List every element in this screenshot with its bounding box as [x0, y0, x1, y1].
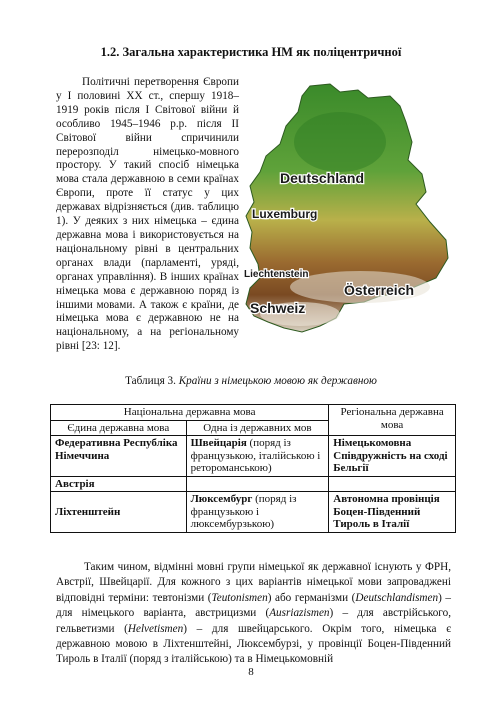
german-speaking-countries-map — [240, 82, 450, 372]
switzerland-note: (поряд із французькою, італійською і ретороманською) — [190, 437, 321, 474]
map-label-deutschland: Deutschland — [280, 170, 365, 186]
header-national: Національна державна мова — [51, 405, 329, 421]
outro-text: ) або германізми ( — [267, 591, 356, 604]
luxembourg-name: Люксембург — [190, 493, 253, 505]
outro-text: ) – для німецького варіанта, австрицизми ( — [56, 591, 451, 620]
page-number: 8 — [248, 666, 254, 678]
cell-austria: Австрія — [51, 476, 187, 492]
table-row — [51, 492, 456, 533]
table-row — [51, 436, 456, 477]
outro-text: ) – для австрійського, гельветизми ( — [56, 607, 451, 635]
relief-map-graphic — [240, 82, 450, 372]
outro-paragraph — [56, 560, 451, 668]
term-teutonismen: Teutonismen — [211, 591, 268, 604]
outro-text: ) – для швейцарського. Окрім того, німецька є державною мовою в Ліхтенштейні, Люксембурзі, у провінції Боцен-Південний Тироль в Італії (поряд з італійською) та в Німецькомовній — [56, 622, 451, 666]
map-label-luxemburg: Luxemburg — [252, 207, 318, 221]
subheader-one-of: Одна із державних мов — [186, 420, 329, 436]
luxembourg-note: (поряд із французькою і люксембурзькою) — [190, 493, 297, 530]
german-language-states-table — [50, 404, 456, 533]
cell-empty — [186, 476, 329, 492]
outro-text: Таким чином, відмінні мовні групи німецької як державної існують у ФРН, Австрії, Швейцарії. Для кожного з цих варіантів німецької мови запроваджені відповідні терміни: тевтонізми ( — [56, 561, 451, 604]
intro-paragraph: Політичні перетворення Європи у I половині ХХ ст., спершу 1918–1919 років після I Світової війни й особливо 1945–1946 р.р. після ІІ Світової війни спричинили перерозподіл німецько-мовного простору. У такий спосіб німецька мова стала державною в семи країнах Європи, проте її статус у цих державах відрізняється (див. таблицю 1). У деяких з них німецька – єдина державна мова і використовується на національному рівні в центральних органах влади (парламенті, уряді, органах управління). В інших країнах німецька мова є державною поряд із іншими мовами. А також є країни, де німецька мова є державною не на національному, а на регіональному рівні [23: 12]. — [56, 76, 239, 353]
caption-prefix: Таблиця 3. — [125, 375, 179, 387]
cell-belgium-community: Німецькомовна Співдружність на сході Бельгії — [329, 436, 456, 477]
cell-switzerland — [186, 436, 329, 477]
term-deutschlandismen: Deutschlandismen — [355, 591, 439, 604]
switzerland-name: Швейцарія — [190, 437, 247, 449]
cell-empty — [329, 476, 456, 492]
header-regional: Регіональна державна мова — [329, 405, 456, 436]
table-header-row — [51, 405, 456, 421]
cell-south-tyrol: Автономна провінція Боцен-Південний Тироль в Італії — [329, 492, 456, 533]
table-row — [51, 476, 456, 492]
section-heading: 1.2. Загальна характеристика НМ як поліцентричної — [100, 45, 402, 59]
caption-title: Країни з німецькою мовою як державною — [178, 375, 377, 387]
map-label-liechtenstein: Liechtenstein — [244, 269, 309, 280]
table-caption — [0, 375, 502, 387]
cell-luxembourg — [186, 492, 329, 533]
term-austriazismen: Ausriazismen — [269, 607, 330, 620]
cell-germany: Федеративна Республіка Німеччина — [51, 436, 187, 477]
cell-liechtenstein: Ліхтенштейн — [51, 492, 187, 533]
subheader-only: Єдина державна мова — [51, 420, 187, 436]
map-label-osterreich: Österreich — [344, 282, 415, 298]
map-label-schweiz: Schweiz — [250, 300, 306, 316]
term-helvetismen: Helvetismen — [127, 622, 184, 635]
